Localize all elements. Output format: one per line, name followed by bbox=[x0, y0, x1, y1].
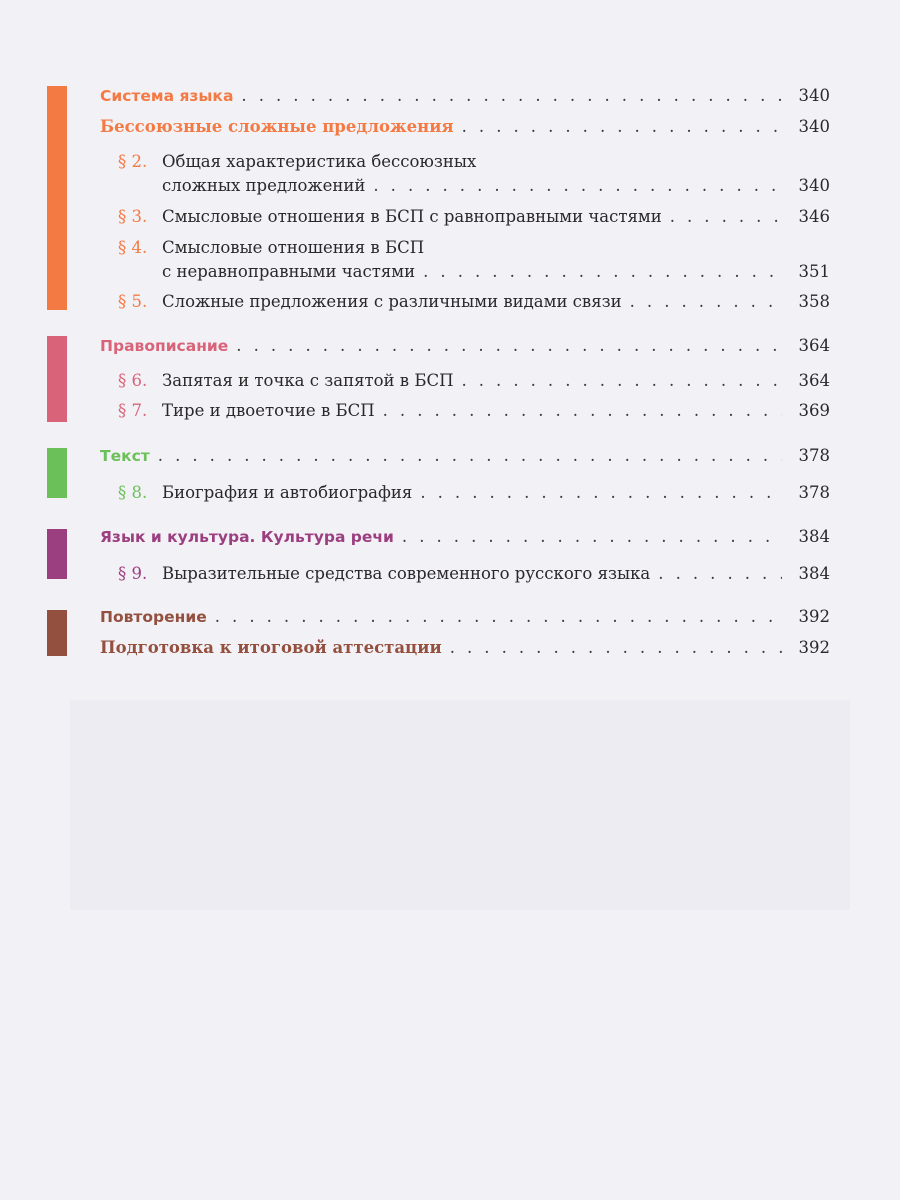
toc-item-p8[interactable] bbox=[118, 481, 830, 505]
section-title: Система языка bbox=[100, 87, 234, 105]
toc-subsection-final-exam[interactable] bbox=[100, 636, 830, 660]
paragraph-number: § 9. bbox=[118, 564, 148, 583]
page-number: 384 bbox=[798, 527, 830, 546]
page-number: 340 bbox=[798, 117, 830, 136]
page-number: 340 bbox=[798, 176, 830, 195]
item-title-line2: с неравноправными частями bbox=[162, 262, 416, 281]
page-number: 378 bbox=[798, 483, 830, 502]
leader-dots bbox=[420, 481, 782, 505]
toc-item-p6[interactable] bbox=[118, 369, 830, 393]
page-number: 392 bbox=[798, 638, 830, 657]
toc-item-p3[interactable] bbox=[118, 205, 830, 229]
leader-dots bbox=[241, 84, 782, 108]
page-number: 364 bbox=[798, 371, 830, 390]
page-number: 378 bbox=[798, 446, 830, 465]
toc-section-system[interactable] bbox=[100, 84, 830, 108]
toc-section-repetition[interactable] bbox=[100, 605, 830, 629]
page-number: 369 bbox=[798, 401, 830, 420]
item-title-line2: сложных предложений bbox=[162, 176, 366, 195]
toc-item-p4-line1[interactable] bbox=[118, 236, 425, 260]
leader-dots bbox=[462, 115, 782, 139]
subsection-title: Подготовка к итоговой аттестации bbox=[100, 638, 442, 657]
page-number: 346 bbox=[798, 207, 830, 226]
bleed-through-block bbox=[70, 700, 850, 910]
page-number: 392 bbox=[798, 607, 830, 626]
page-number: 364 bbox=[798, 336, 830, 355]
section-title: Правописание bbox=[100, 337, 229, 355]
paragraph-number: § 3. bbox=[118, 207, 148, 226]
paragraph-number: § 8. bbox=[118, 483, 148, 502]
toc-item-p5[interactable] bbox=[118, 290, 830, 314]
page-number: 351 bbox=[798, 262, 830, 281]
subsection-title: Бессоюзные сложные предложения bbox=[100, 117, 454, 136]
section-bar-brown bbox=[47, 610, 67, 656]
leader-dots bbox=[236, 334, 782, 358]
item-title-line1: Смысловые отношения в БСП bbox=[162, 238, 425, 257]
paragraph-number: § 7. bbox=[118, 401, 148, 420]
section-bar-purple bbox=[47, 529, 67, 579]
section-title: Текст bbox=[100, 447, 150, 465]
leader-dots bbox=[461, 369, 782, 393]
section-bar-green bbox=[47, 448, 67, 498]
leader-dots bbox=[630, 290, 782, 314]
toc-item-p2-line1[interactable] bbox=[118, 150, 477, 174]
leader-dots bbox=[423, 260, 782, 284]
paragraph-number: § 5. bbox=[118, 292, 148, 311]
item-title: Тире и двоеточие в БСП bbox=[162, 401, 375, 420]
item-title: Смысловые отношения в БСП с равноправными частями bbox=[162, 207, 662, 226]
toc-section-spelling[interactable] bbox=[100, 334, 830, 358]
item-title: Сложные предложения с различными видами связи bbox=[162, 292, 622, 311]
item-title: Биография и автобиография bbox=[162, 483, 413, 502]
toc-section-text[interactable] bbox=[100, 444, 830, 468]
toc-item-p2-line2[interactable] bbox=[162, 174, 830, 198]
leader-dots bbox=[373, 174, 782, 198]
toc-item-p4-line2[interactable] bbox=[162, 260, 830, 284]
section-title: Повторение bbox=[100, 608, 207, 626]
leader-dots bbox=[383, 399, 782, 423]
paragraph-number: § 2. bbox=[118, 152, 148, 171]
leader-dots bbox=[402, 525, 782, 549]
toc-item-p9[interactable] bbox=[118, 562, 830, 586]
toc-item-p7[interactable] bbox=[118, 399, 830, 423]
page-number: 384 bbox=[798, 564, 830, 583]
section-bar-orange bbox=[47, 86, 67, 310]
leader-dots bbox=[670, 205, 782, 229]
section-title: Язык и культура. Культура речи bbox=[100, 528, 394, 546]
item-title: Выразительные средства современного русского языка bbox=[162, 564, 651, 583]
leader-dots bbox=[215, 605, 782, 629]
toc-section-culture[interactable] bbox=[100, 525, 830, 549]
paragraph-number: § 4. bbox=[118, 238, 148, 257]
section-bar-pink bbox=[47, 336, 67, 422]
leader-dots bbox=[450, 636, 782, 660]
page-number: 358 bbox=[798, 292, 830, 311]
item-title-line1: Общая характеристика бессоюзных bbox=[162, 152, 477, 171]
leader-dots bbox=[158, 444, 782, 468]
leader-dots bbox=[658, 562, 782, 586]
item-title: Запятая и точка с запятой в БСП bbox=[162, 371, 454, 390]
toc-subsection-bsp[interactable] bbox=[100, 115, 830, 139]
page-number: 340 bbox=[798, 86, 830, 105]
paragraph-number: § 6. bbox=[118, 371, 148, 390]
